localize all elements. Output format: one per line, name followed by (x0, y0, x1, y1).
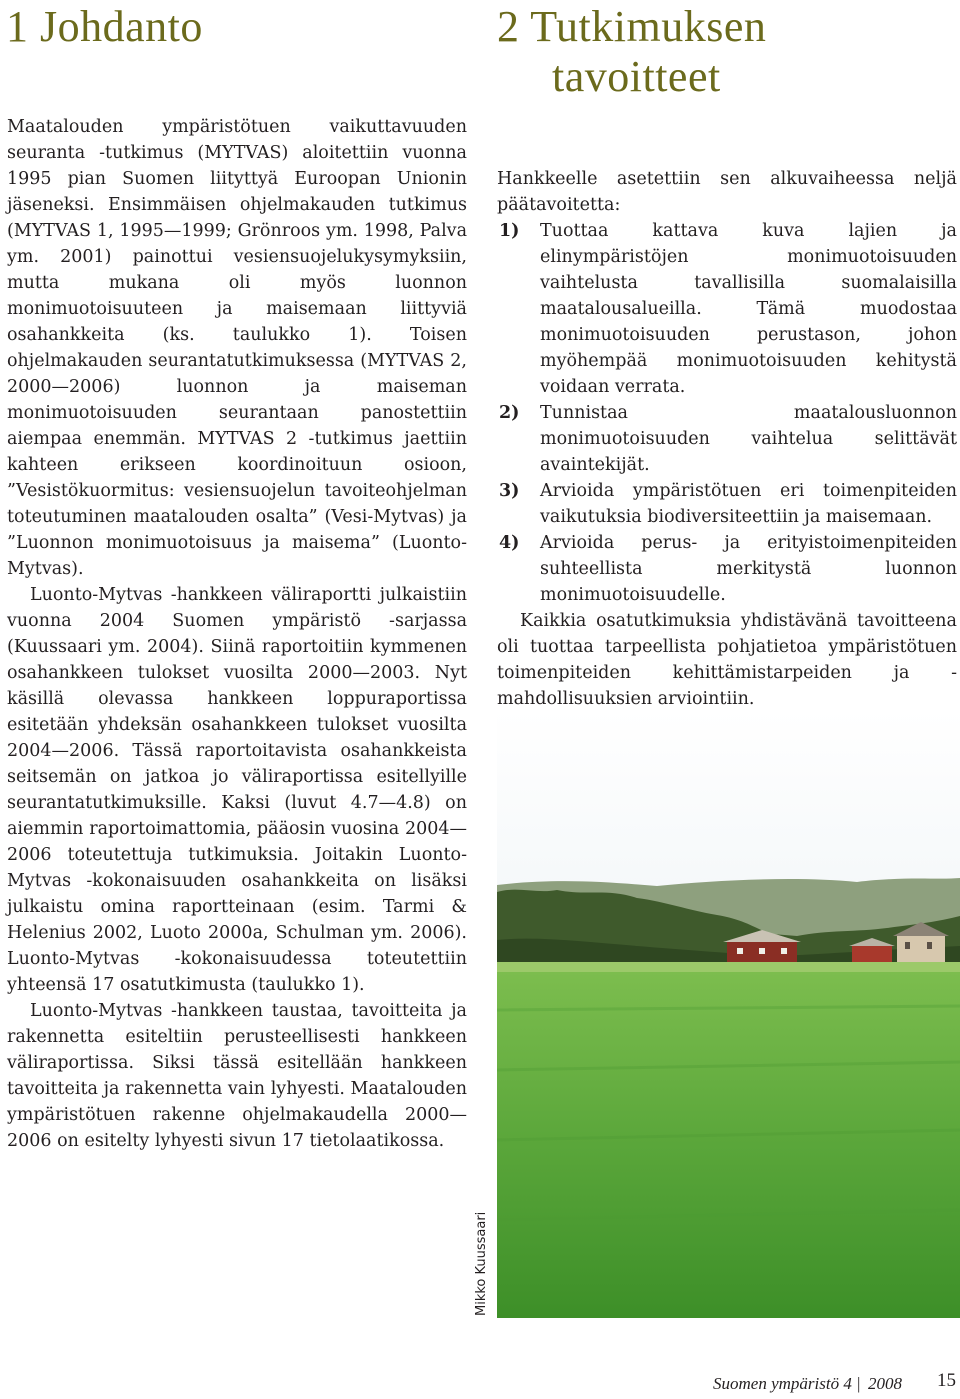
right-column (497, 166, 957, 712)
left-column (7, 114, 467, 1154)
goal-number: 4) (499, 533, 520, 553)
goals-intro: Hankkeelle asetettiin sen alkuvaiheessa neljä päätavoitetta: (497, 169, 957, 215)
section-2-heading-line2: tavoitteet (552, 52, 721, 101)
goal-number: 3) (499, 481, 520, 501)
paragraph: Maatalouden ympäristötuen vaikuttavuuden seuranta -tutkimus (MYTVAS) aloitettiin vuonna 1995 pian Suomen liityttyä Euroopan Unionin jäseneksi. Ensimmäisen ohjelmakauden tutkimus (MYTVAS 1, 1995—1999; Grönroos ym. 1998, Palva ym. 2001) painottui vesiensuojelukysymyksiin, mutta mukana oli myös luonnon monimuotoisuuteen ja maisemaan liittyviä osahankkeita (ks. taulukko 1). Toisen ohjelmakauden seurantatutkimuksessa (MYTVAS 2, 2000—2006) luonnon ja maiseman monimuotoisuuden seurantaan panostettiin aiempaa enemmän. MYTVAS 2 -tutkimus jaettiin kahteen erikseen koordinoituun osioon, ”Vesistökuormitus: vesiensuojelun tavoiteohjelman toteutuminen maatalouden osalta” (Vesi-Mytvas) ja ”Luonnon monimuotoisuus ja maisema” (Luonto-Mytvas). (7, 117, 467, 579)
farm-landscape-photo (497, 710, 960, 1318)
section-2-heading-line1: 2 Tutkimuksen (497, 2, 767, 51)
field (497, 972, 960, 1318)
goal-number: 2) (499, 403, 520, 423)
page-footer (700, 1370, 955, 1398)
goal-text: Tunnistaa maatalousluonnon monimuotoisuuden vaihtelua selittävät avaintekijät. (540, 403, 957, 475)
publication-name: Suomen ympäristö 4 (713, 1374, 852, 1393)
footer-divider: | (857, 1374, 861, 1393)
photo-credit: Mikko Kuussaari (474, 1211, 489, 1316)
goal-item (497, 400, 957, 478)
goal-text: Arvioida perus- ja erityistoimenpiteiden suhteellista merkitystä luonnon monimuotoisuudelle. (540, 533, 957, 605)
goal-number: 1) (499, 221, 520, 241)
section-2-heading (497, 2, 947, 102)
publication-year: 2008 (868, 1374, 902, 1393)
goal-item (497, 530, 957, 608)
paragraph: Luonto-Mytvas -hankkeen taustaa, tavoitteita ja rakennetta esiteltiin perusteellisesti hankkeen väliraportissa. Siksi tässä esitellään hankkeen tavoitteita ja rakennetta vain lyhyesti. Maatalouden ympäristötuen rakenne ohjelmakaudella 2000—2006 on esitelty lyhyesti sivun 17 tietolaatikossa. (7, 1001, 467, 1151)
page-number: 15 (937, 1370, 956, 1391)
goals-list (497, 218, 957, 608)
goals-closing: Kaikkia osatutkimuksia yhdistävänä tavoitteena oli tuottaa tarpeellista pohjatietoa ympäristötuen toimenpiteiden kehittämistarpeiden ja -mahdollisuuksien arviointiin. (497, 611, 957, 709)
goal-text: Arvioida ympäristötuen eri toimenpiteiden vaikutuksia biodiversiteettiin ja maisemaan. (540, 481, 957, 527)
section-1-heading: 1 Johdanto (6, 2, 203, 51)
paragraph: Luonto-Mytvas -hankkeen väliraportti julkaistiin vuonna 2004 Suomen ympäristö -sarjassa (Kuussaari ym. 2004). Siinä raportoitiin kymmenen osahankkeen tulokset vuosilta 2000—2003. Nyt käsillä olevassa hankkeen loppuraportissa esitetään yhdeksän osahankkeen tulokset vuosilta 2004—2006. Tässä raportoitavista osahankkeista seitsemän on jatkoa jo väliraportissa esitellyille seurantatutkimuksille. Kaksi (luvut 4.7—4.8) on aiemmin raportoimattomia, pääosin vuosina 2004—2006 toteutettuja tutkimuksia. Joitakin Luonto-Mytvas -kokonaisuuden osahankkeita on lisäksi julkaistu omina raportteinaan (esim. Tarmi & Helenius 2002, Luoto 2000a, Schulman ym. 2006). Luonto-Mytvas -kokonaisuudessa toteutettiin yhteensä 17 osatutkimusta (taulukko 1). (7, 585, 467, 995)
goal-item (497, 218, 957, 400)
goal-text: Tuottaa kattava kuva lajien ja elinympäristöjen monimuotoisuuden vaihtelusta tavallisilla suomalaisilla maatalousalueilla. Tämä muodostaa monimuotoisuuden perustason, johon myöhempää monimuotoisuuden kehitystä voidaan verrata. (540, 221, 957, 397)
goal-item (497, 478, 957, 530)
